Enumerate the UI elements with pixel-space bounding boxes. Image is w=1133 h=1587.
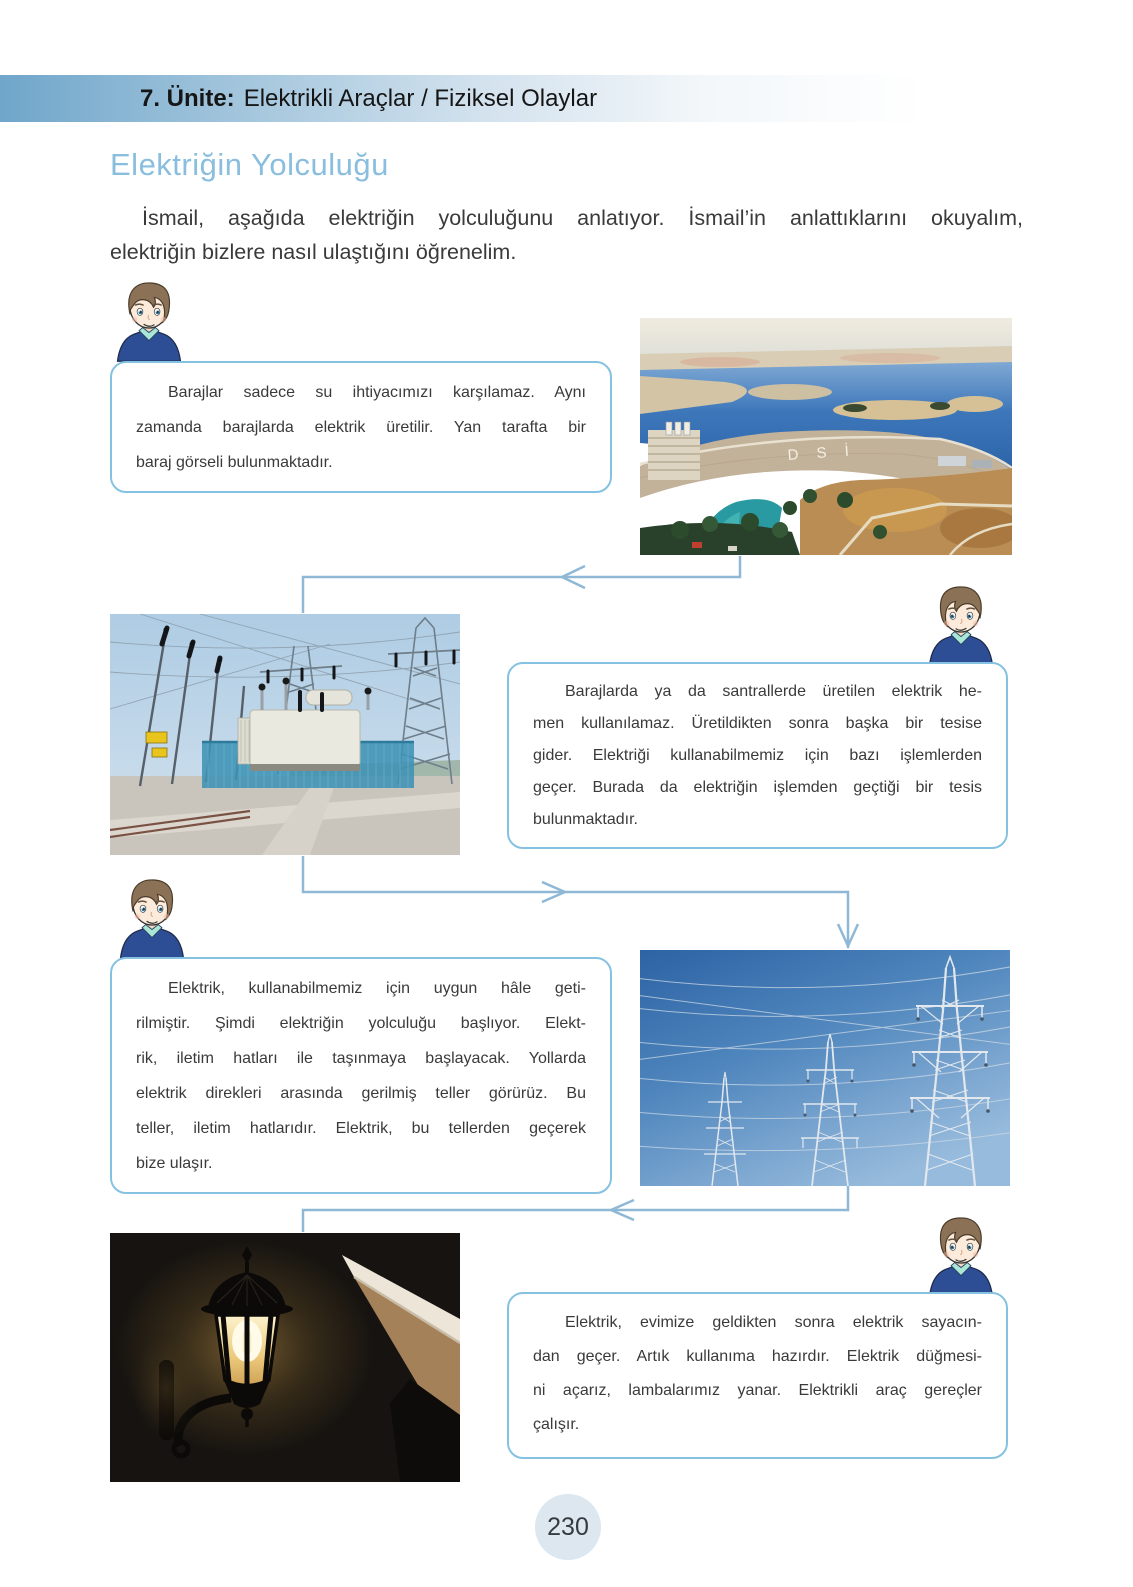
speech-bubble-home: [507, 1292, 1008, 1459]
page-number-badge: [535, 1494, 601, 1560]
speech-bubble-dam: [110, 361, 612, 493]
unit-header-bar: [0, 75, 1008, 122]
arrowhead-down: [838, 924, 858, 946]
bubble-line: geçer. Burada da elektriğin işlemden geçtiği bir tesis: [533, 779, 982, 796]
bubble-line: Barajlarda ya da santrallerde üretilen elektrik he-: [565, 683, 982, 700]
unit-title: Elektrikli Araçlar / Fiziksel Olaylar: [243, 84, 598, 112]
bubble-line: baraj görseli bulunmaktadır.: [136, 454, 333, 471]
bubble-line: men kullanılamaz. Üretildikten sonra başka bir tesise: [533, 715, 982, 732]
arrowhead-right: [542, 882, 565, 902]
arrowhead-left-2: [611, 1200, 634, 1220]
intro-line-2: elektriğin bizlere nasıl ulaştığını öğrenelim.: [110, 240, 517, 264]
boy-avatar-1: [104, 272, 194, 366]
bubble-line: zamanda barajlarda elektrik üretilir. Yan tarafta bir: [136, 419, 586, 436]
boy-avatar-3: [107, 869, 197, 963]
bubble-line: rik, iletim hatları ile taşınmaya başlayacak. Yollarda: [136, 1050, 586, 1067]
intro-paragraph: [110, 201, 1023, 269]
bubble-line: ni açarız, lambalarımız yanar. Elektrikli araç gereçler: [533, 1382, 982, 1399]
bubble-line: Elektrik, kullanabilmemiz için uygun hâle geti-: [168, 980, 586, 997]
bubble-line: bulunmaktadır.: [533, 811, 638, 828]
bubble-line: rilmiştir. Şimdi elektriğin yolculuğu başlıyor. Elekt-: [136, 1015, 586, 1032]
wall-lamp-photo: [110, 1233, 460, 1482]
dam-photo: [640, 318, 1012, 555]
dam-dsi-label: D S İ: [787, 442, 857, 464]
bubble-line: çalışır.: [533, 1416, 580, 1433]
bubble-line: Elektrik, evimize geldikten sonra elektrik sayacın-: [565, 1314, 982, 1331]
bubble-line: gider. Elektriği kullanabilmemiz için bazı işlemlerden: [533, 747, 982, 764]
boy-avatar-4: [916, 1207, 1006, 1301]
transmission-towers-photo: [640, 950, 1010, 1186]
unit-number-label: 7. Ünite:: [140, 84, 235, 112]
speech-bubble-substation: [507, 662, 1008, 849]
bubble-line: elektrik direkleri arasında gerilmiş teller görürüz. Bu: [136, 1085, 586, 1102]
intro-line-1: İsmail, aşağıda elektriğin yolculuğunu anlatıyor. İsmail’in anlattıklarını okuyalım,: [142, 206, 1023, 230]
speech-bubble-transmission: [110, 957, 612, 1194]
connector-substation-to-towers: [303, 856, 848, 948]
bubble-line: Barajlar sadece su ihtiyacımızı karşılamaz. Aynı: [168, 384, 586, 401]
substation-photo: [110, 614, 460, 855]
connector-dam-to-substation: [303, 556, 740, 613]
bubble-line: teller, iletim hatlarıdır. Elektrik, bu tellerden geçerek: [136, 1120, 586, 1137]
bubble-line: bize ulaşır.: [136, 1155, 213, 1172]
arrowhead-left-1: [562, 566, 585, 588]
page-title: Elektriğin Yolculuğu: [110, 147, 389, 182]
page-number: 230: [547, 1512, 589, 1541]
boy-avatar-2: [916, 576, 1006, 670]
bubble-line: dan geçer. Artık kullanıma hazırdır. Elektrik düğmesi-: [533, 1348, 982, 1365]
